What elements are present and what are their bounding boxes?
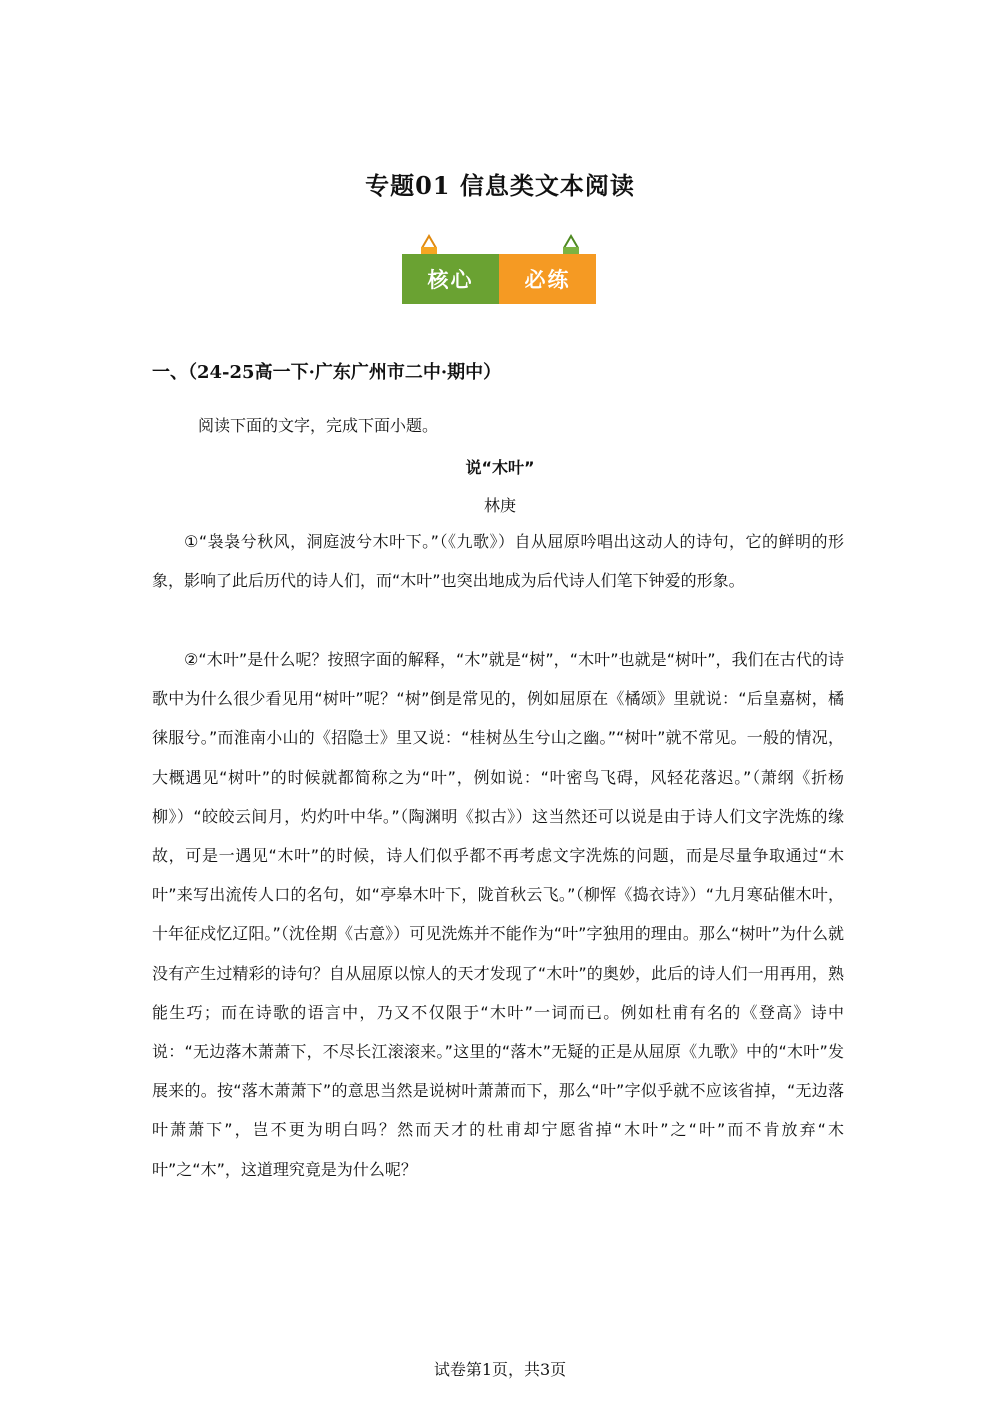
article-paragraph-1: ①“袅袅兮秋风，洞庭波兮木叶下。”（《九歌》）自从屈原吟唱出这动人的诗句，它的鲜明的形象，影响了此后历代的诗人们，而“木叶”也突出地成为后代诗人们笔下钟爱的形象。 xyxy=(152,532,844,591)
instruction-text: 阅读下面的文字，完成下面小题。 xyxy=(198,416,439,435)
badge-practice: 必练 xyxy=(499,254,596,304)
page-title: 专题01 信息类文本阅读 xyxy=(365,171,635,200)
badge-core: 核心 xyxy=(402,254,499,304)
article-author: 林庚 xyxy=(483,496,516,515)
article-paragraph-2: ②“木叶”是什么呢？按照字面的解释，“木”就是“树”，“木叶”也就是“树叶”，我们在古代的诗歌中为什么很少看见用“树叶”呢？“树”倒是常见的，例如屈原在《橘颂》里就说：“后皇嘉树，橘徕服兮。”而淮南小山的《招隐士》里又说：“桂树丛生兮山之幽。”“树叶”就不常见。一般的情况，大概遇见“树叶”的时候就都简称之为“叶”，例如说：“叶密鸟飞碍，风轻花落迟。”（萧纲《折杨柳》）“皎皎云间月，灼灼叶中华。”（陶渊明《拟古》）这当然还可以说是由于诗人们文字洗炼的缘故，可是一遇见“木叶”的时候，诗人们似乎都不再考虑文字洗炼的问题，而是尽量争取通过“木叶”来写出流传人口的名句，如“亭皋木叶下，陇首秋云飞。”（柳恽《捣衣诗》）“九月寒砧催木叶，十年征戍忆辽阳。”（沈佺期《古意》）可见洗炼并不能作为“叶”字独用的理由。那么“树叶”为什么就没有产生过精彩的诗句？自从屈原以惊人的天才发现了“木叶”的奥妙，此后的诗人们一用再用，熟能生巧；而在诗歌的语言中，乃又不仅限于“木叶”一词而已。例如杜甫有名的《登高》诗中说：“无边落木萧萧下，不尽长江滚滚来。”这里的“落木”无疑的正是从屈原《九歌》中的“木叶”发展来的。按“落木萧萧下”的意思当然是说树叶萧萧而下，那么“叶”字似乎就不应该省掉，“无边落叶萧萧下”，岂不更为明白吗？然而天才的杜甫却宁愿省掉“木叶”之“叶”而不肯放弃“木叶”之“木”，这道理究竟是为什么呢？ xyxy=(152,650,844,1179)
core-practice-badge xyxy=(402,234,598,308)
page-footer: 试卷第1页，共3页 xyxy=(433,1360,567,1379)
article-title: 说“木叶” xyxy=(465,458,535,477)
section-heading: 一、（24-25高一下·广东广州市二中·期中） xyxy=(152,362,502,383)
